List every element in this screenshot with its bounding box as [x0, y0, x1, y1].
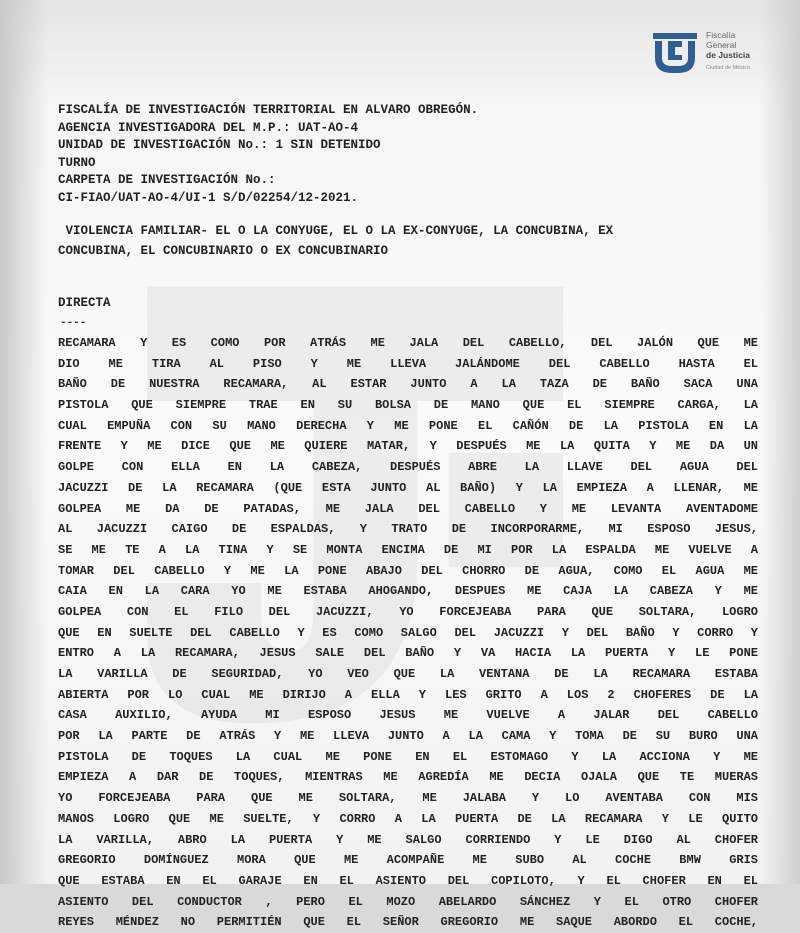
page-shadow-left: [0, 0, 48, 884]
document-header: [58, 102, 758, 207]
logo-text-line2: General: [706, 40, 737, 50]
testimony-line: GOLPEA ME DA DE PATADAS, ME JALA DEL CABELLO Y ME LEVANTA AVENTADOME: [58, 501, 758, 516]
crime-line: CONCUBINA, EL CONCUBINARIO O EX CONCUBINARIO: [58, 244, 389, 258]
header-line: UNIDAD DE INVESTIGACIÓN No.: 1 SIN DETENIDO: [58, 138, 381, 152]
testimony-line: PISTOLA QUE SIEMPRE TRAE EN SU BOLSA DE MANO QUE EL SIEMPRE CARGA, LA: [58, 398, 758, 413]
institution-logo: [650, 28, 800, 84]
testimony-line: CUAL EMPUÑA CON SU MANO DERECHA Y ME PONE EL CAÑÓN DE LA PISTOLA EN LA: [58, 418, 758, 433]
testimony-line: JACUZZI DE LA RECAMARA (QUE ESTA JUNTO AL BAÑO) Y LA EMPIEZA A LLENAR, ME: [58, 480, 758, 495]
testimony-line: CASA AUXILIO, AYUDA MI ESPOSO JESUS ME VUELVE A JALAR DEL CABELLO: [58, 708, 758, 723]
section-divider: ----: [60, 317, 87, 329]
testimony-line: QUE EN SUELTE DEL CABELLO Y ES COMO SALGO DEL JACUZZI Y DEL BAÑO Y CORRO Y: [58, 625, 758, 640]
testimony-line: REYES MÉNDEZ NO PERMITIÉN QUE EL SEÑOR GREGORIO ME SAQUE ABORDO EL COCHE,: [58, 915, 758, 930]
section-title: DIRECTA: [58, 296, 111, 310]
testimony-line: ASIENTO DEL CONDUCTOR , PERO EL MOZO ABELARDO SÁNCHEZ Y EL OTRO CHOFER: [58, 894, 758, 909]
header-line: TURNO: [58, 155, 96, 170]
logo-subline: Ciudad de México: [706, 65, 751, 71]
testimony-line: TOMAR DEL CABELLO Y ME LA PONE ABAJO DEL CHORRO DE AGUA, COMO EL AGUA ME: [58, 563, 758, 578]
crime-classification: [58, 221, 758, 261]
fgj-emblem-icon: [650, 28, 700, 78]
testimony-line: FRENTE Y ME DICE QUE ME QUIERE MATAR, Y DESPUÉS ME LA QUITA Y ME DA UN: [58, 439, 758, 454]
testimony-line: ABIERTA POR LO CUAL ME DIRIJO A ELLA Y LES GRITO A LOS 2 CHOFERES DE LA: [58, 687, 758, 702]
testimony-line: ENTRO A LA RECAMARA, JESUS SALE DEL BAÑO Y VA HACIA LA PUERTA Y LE PONE: [58, 646, 758, 661]
testimony-line: BAÑO DE NUESTRA RECAMARA, AL ESTAR JUNTO A LA TAZA DE BAÑO SACA UNA: [58, 377, 758, 392]
case-number: CI-FIAO/UAT-AO-4/UI-1 S/D/02254/12-2021.: [58, 190, 359, 205]
header-line: AGENCIA INVESTIGADORA DEL M.P.: UAT-AO-4: [58, 120, 359, 135]
header-line: FISCALÍA DE INVESTIGACIÓN TERRITORIAL EN ALVARO OBREGÓN.: [58, 103, 479, 117]
testimony-line: SE ME TE A LA TINA Y SE MONTA ENCIMA DE MI POR LA ESPALDA ME VUELVE A: [58, 542, 758, 557]
testimony-line: YO FORCEJEABA PARA QUE ME SOLTARA, ME JALABA Y LO AVENTABA CON MIS: [58, 791, 758, 806]
crime-line: VIOLENCIA FAMILIAR- EL O LA CONYUGE, EL O LA EX-CONYUGE, LA CONCUBINA, EX: [58, 224, 614, 238]
testimony-line: QUE ESTABA EN EL GARAJE EN EL ASIENTO DEL COPILOTO, Y EL CHOFER EN EL: [58, 873, 758, 888]
logo-text-line3: de Justicia: [706, 50, 750, 60]
testimony-line: AL JACUZZI CAIGO DE ESPALDAS, Y TRATO DE INCORPORARME, MI ESPOSO JESUS,: [58, 522, 758, 537]
testimony-line: GOLPEA CON EL FILO DEL JACUZZI, YO FORCEJEABA PARA QUE SOLTARA, LOGRO: [58, 604, 758, 619]
testimony-line: EMPIEZA A DAR DE TOQUES, MIENTRAS ME AGREDÍA ME DECIA OJALA QUE TE MUERAS: [58, 770, 758, 785]
testimony-line: POR LA PARTE DE ATRÁS Y ME LLEVA JUNTO A LA CAMA Y TOMA DE SU BURO UNA: [58, 729, 758, 744]
testimony-line: DIO ME TIRA AL PISO Y ME LLEVA JALÁNDOME DEL CABELLO HASTA EL: [58, 356, 758, 371]
testimony-line: LA VARILLA DE SEGURIDAD, YO VEO QUE LA VENTANA DE LA RECAMARA ESTABA: [58, 667, 758, 681]
testimony-body: [58, 333, 758, 930]
testimony-line: PISTOLA DE TOQUES LA CUAL ME PONE EN EL ESTOMAGO Y LA ACCIONA Y ME: [58, 749, 758, 764]
logo-text-line1: Fiscalía: [706, 30, 736, 40]
testimony-line: GREGORIO DOMÍNGUEZ MORA QUE ME ACOMPAÑE ME SUBO AL COCHE BMW GRIS: [58, 853, 758, 868]
testimony-line: RECAMARA Y ES COMO POR ATRÁS ME JALA DEL CABELLO, DEL JALÓN QUE ME: [58, 336, 758, 350]
header-line: CARPETA DE INVESTIGACIÓN No.:: [58, 173, 276, 187]
testimony-line: GOLPE CON ELLA EN LA CABEZA, DESPUÉS ABRE LA LLAVE DEL AGUA DEL: [58, 460, 758, 475]
testimony-line: MANOS LOGRO QUE ME SUELTE, Y CORRO A LA PUERTA DE LA RECAMARA Y LE QUITO: [58, 811, 758, 826]
page-shadow-right: [760, 0, 800, 884]
testimony-line: LA VARILLA, ABRO LA PUERTA Y ME SALGO CORRIENDO Y LE DIGO AL CHOFER: [58, 832, 758, 847]
testimony-line: CAIA EN LA CARA YO ME ESTABA AHOGANDO, DESPUES ME CAJA LA CABEZA Y ME: [58, 584, 758, 599]
